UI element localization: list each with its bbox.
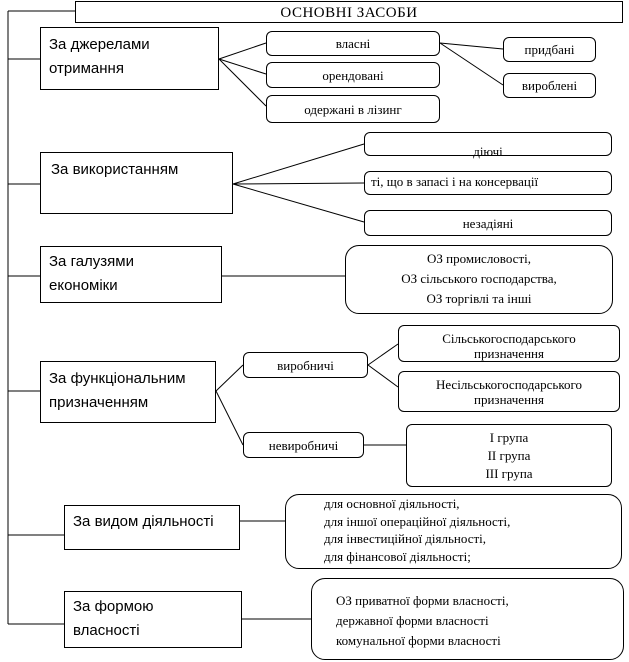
list-line: державної форми власності xyxy=(336,613,489,628)
list-line: ОЗ сільського господарства, xyxy=(401,271,557,286)
category-label-line: За галузями xyxy=(49,253,134,270)
list-line: ОЗ торгівлі та інші xyxy=(426,291,532,306)
item-label: незадіяні xyxy=(462,215,514,231)
sub-item-label: придбані xyxy=(524,42,575,57)
group-item-line: призначення xyxy=(474,345,544,361)
sub-item-label: вироблені xyxy=(521,78,578,93)
group-item-line: Сільськогосподарського xyxy=(442,330,576,346)
category-activity-box xyxy=(64,505,240,550)
sub-item-box xyxy=(503,73,596,98)
category-label-line: За формою xyxy=(73,598,154,615)
category-source-box xyxy=(40,27,219,90)
list-line: для інвестиційної діяльності, xyxy=(324,531,487,546)
list-line: для основної діяльності, xyxy=(324,496,460,511)
group-item-line: Несільськогосподарського xyxy=(435,376,583,392)
item-label: власні xyxy=(335,36,371,51)
item-box xyxy=(364,132,612,159)
category-label-line: За функціональним xyxy=(49,370,186,387)
activity-list-box xyxy=(285,494,622,569)
group-list-line: ІІ група xyxy=(487,447,531,463)
group-box xyxy=(243,432,364,458)
item-label: ті, що в запасі і на консервації xyxy=(371,173,539,189)
category-label-line: За використанням xyxy=(51,161,179,178)
group-list-box xyxy=(406,424,612,487)
category-label-line: За джерелами xyxy=(49,36,150,53)
category-label-line: економіки xyxy=(49,277,118,294)
list-line: ОЗ промисловості, xyxy=(427,251,531,266)
group-item-box xyxy=(398,371,620,412)
category-usage-box xyxy=(40,152,233,214)
ownership-list-box xyxy=(311,578,624,660)
list-line: ОЗ приватної форми власності, xyxy=(336,593,509,608)
category-function-box xyxy=(40,361,216,423)
group-label: невиробничі xyxy=(268,437,339,453)
item-box xyxy=(266,62,440,88)
category-label-line: За видом діяльності xyxy=(73,513,214,530)
category-ownership-box xyxy=(64,591,242,648)
list-line: для фінансової діяльності; xyxy=(324,548,471,564)
item-label: орендовані xyxy=(322,67,384,83)
group-item-line: призначення xyxy=(474,391,544,407)
item-box xyxy=(364,171,612,195)
item-label: діючі xyxy=(473,143,503,159)
title-text: ОСНОВНІ ЗАСОБИ xyxy=(280,5,418,21)
group-label: виробничі xyxy=(277,357,334,373)
list-line: для іншої операційної діяльності, xyxy=(324,513,511,529)
group-list-line: ІІІ група xyxy=(485,465,533,481)
category-label-line: отримання xyxy=(49,60,124,77)
item-label: одержані в лізинг xyxy=(304,101,402,117)
category-label-line: призначенням xyxy=(49,394,149,411)
list-line: комунальної форми власності xyxy=(336,633,501,648)
item-box xyxy=(266,31,440,56)
group-list-line: І група xyxy=(489,429,529,445)
category-label-line: власності xyxy=(73,622,140,639)
title-box xyxy=(75,1,623,23)
sub-item-box xyxy=(503,37,596,62)
group-box xyxy=(243,352,368,378)
item-box xyxy=(266,95,440,123)
item-box xyxy=(364,210,612,236)
group-item-box xyxy=(398,325,620,362)
category-industry-box xyxy=(40,246,222,303)
industry-list-box xyxy=(345,245,613,314)
